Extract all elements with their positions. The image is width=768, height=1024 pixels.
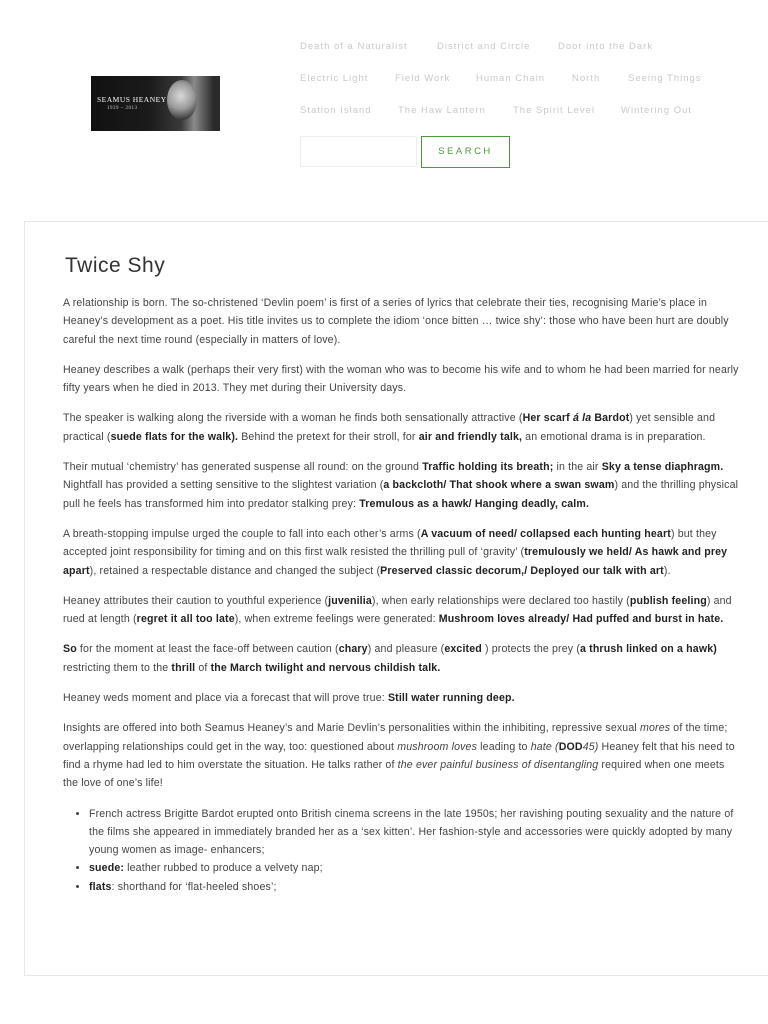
body-text: for the moment at least the face-off between caution ( xyxy=(76,643,339,656)
body-text: : shorthand for ‘flat-heeled shoes’; xyxy=(111,880,277,893)
quote-text: Still water running deep. xyxy=(387,692,515,705)
nav-human-chain[interactable]: Human Chain xyxy=(476,73,546,84)
quote-text xyxy=(573,412,591,424)
note-item xyxy=(89,805,739,860)
article-paragraph xyxy=(63,458,739,513)
nav-death-of-a-naturalist[interactable]: Death of a Naturalist xyxy=(300,41,408,52)
emphasis-text: mores xyxy=(640,722,671,735)
quote-text: regret it all too late xyxy=(136,613,235,626)
quote-text: Tremulous as a hawk/ Hanging deadly, calm. xyxy=(359,497,590,510)
body-text: ) and rued at length ( xyxy=(63,594,732,626)
body-text: an emotional drama is in preparation. xyxy=(522,430,706,443)
nav-seeing-things[interactable]: Seeing Things xyxy=(628,73,702,84)
nav-the-haw-lantern[interactable]: The Haw Lantern xyxy=(398,105,486,116)
quote-text: a backcloth/ That shook where a swan swam xyxy=(383,479,615,492)
quote-text: juvenilia xyxy=(328,594,372,607)
emphasis-text: á la xyxy=(572,412,592,425)
quote-text: Traffic holding its breath; xyxy=(422,461,554,474)
nav-the-spirit-level[interactable]: The Spirit Level xyxy=(513,105,596,116)
article-body xyxy=(63,294,739,896)
emphasis-text: mushroom loves xyxy=(397,740,478,753)
body-text: of xyxy=(195,661,211,674)
body-text: of the time; overlapping relationships could get in the way, too: questioned about xyxy=(63,722,728,753)
nav-district-and-circle[interactable]: District and Circle xyxy=(437,41,531,52)
logo-name: SEAMUS HEANEY xyxy=(97,95,167,104)
quote-text: publish feeling xyxy=(629,594,707,607)
emphasis-text: 45) xyxy=(582,740,599,753)
article-card xyxy=(24,221,768,976)
quote-text: chary xyxy=(338,643,368,656)
article-paragraph xyxy=(63,409,739,446)
quote-text: tremulously we held/ As hawk and prey apart xyxy=(63,546,728,577)
body-text: ) and pleasure ( xyxy=(367,643,445,656)
quote-text: air and friendly talk, xyxy=(418,430,523,443)
quote-text: suede: xyxy=(89,862,125,875)
quote-text: Bardot xyxy=(591,412,630,425)
nav-electric-light[interactable]: Electric Light xyxy=(300,73,369,84)
site-logo[interactable] xyxy=(91,76,220,131)
body-text: leading to xyxy=(477,740,531,753)
quote-text: thrill xyxy=(171,661,196,674)
quote-text: excited xyxy=(444,643,482,656)
nav-station-island[interactable]: Station Island xyxy=(300,105,372,116)
body-text: restricting them to the xyxy=(63,661,172,674)
quote-text: Preserved classic decorum,/ Deployed our talk with art xyxy=(380,564,664,577)
body-text: Heaney describes a walk (perhaps their very first) with the woman who was to become his wife and to whom he had been married for nearly fifty years when he died in 2013. They met during their University days. xyxy=(63,363,739,395)
body-text: A breath-stopping impulse urged the couple to fall into each other’s arms ( xyxy=(63,527,421,540)
body-text: ) yet sensible and practical ( xyxy=(63,412,716,443)
emphasis-text: the ever painful business of disentangling xyxy=(397,758,599,771)
nav-north[interactable]: North xyxy=(572,73,601,84)
body-text: Heaney weds moment and place via a forecast that will prove true: xyxy=(63,692,388,705)
article-notes-list xyxy=(63,805,739,896)
nav-door-into-the-dark[interactable]: Door into the Dark xyxy=(558,41,654,52)
quote-text: A vacuum of need/ collapsed each hunting heart xyxy=(420,527,671,540)
article-paragraphs xyxy=(63,294,739,793)
note-item xyxy=(89,878,739,896)
body-text: ) and the thrilling physical pull he feels has transformed him into predator stalking prey: xyxy=(63,479,739,510)
nav-field-work[interactable]: Field Work xyxy=(395,73,451,84)
quote-text: Sky a tense diaphragm. xyxy=(601,461,724,474)
body-text: Nightfall has provided a setting sensitive to the slightest variation ( xyxy=(63,479,384,492)
search-input[interactable] xyxy=(300,136,417,167)
article-paragraph xyxy=(63,640,739,677)
emphasis-text: hate ( xyxy=(530,740,559,753)
article-paragraph xyxy=(63,361,739,398)
quote-text: the March twilight and nervous childish talk. xyxy=(210,661,441,674)
body-text: A relationship is born. The so-christened ‘Devlin poem’ is first of a series of lyrics that celebrate their ties, recognising Marie’s place in Heaney’s development as a poet. His title invites us to complete the idiom ‘once bitten … twice shy’: those who have been hurt are doubly careful the next time round (especially in matters of love). xyxy=(63,297,729,346)
quote-text: So xyxy=(63,643,77,656)
search-button[interactable]: SEARCH xyxy=(421,136,510,168)
logo-years: 1939 – 2013 xyxy=(107,106,138,111)
quote-text: DOD xyxy=(558,740,583,753)
body-text: ), when extreme feelings were generated: xyxy=(234,613,439,626)
body-text: leather rubbed to produce a velvety nap; xyxy=(124,862,323,875)
quote-text: flats xyxy=(89,880,112,893)
body-text: ), retained a respectable distance and changed the subject ( xyxy=(89,564,381,577)
portrait-image xyxy=(167,80,197,120)
body-text: required when one meets the love of one’s life! xyxy=(63,758,725,790)
body-text: Heaney attributes their caution to youthful experience ( xyxy=(63,594,329,607)
quote-text: Her scarf xyxy=(522,412,573,425)
body-text: ) but they accepted joint responsibility for timing and on this first walk resisted the thrilling pull of ‘gravity’ ( xyxy=(63,527,717,559)
body-text: Insights are offered into both Seamus Heaney’s and Marie Devlin’s personalities within the inhibiting, repressive sexual xyxy=(63,722,640,735)
body-text: French actress Brigitte Bardot erupted onto British cinema screens in the late 1950s; her ravishing pouting sexuality and the nature of the films she appeared in immediately branded her as a ‘sex kitten’. Her fashion-style and accessories were quickly adopted by many young women as image- enhancers; xyxy=(89,807,734,857)
quote-text: a thrush linked on a hawk) xyxy=(580,643,717,656)
body-text: ). xyxy=(663,564,671,577)
quote-text: Mushroom loves already/ Had puffed and burst in hate. xyxy=(438,613,724,626)
body-text: ) protects the prey ( xyxy=(481,643,580,656)
article-paragraph xyxy=(63,592,739,629)
article-paragraph xyxy=(63,525,739,580)
body-text: ), when early relationships were declared too hastily ( xyxy=(371,594,630,607)
article-title: Twice Shy xyxy=(65,254,166,277)
note-item xyxy=(89,859,739,877)
body-text: Heaney felt that his need to find a rhyme had led to him overstate the situation. He talks rather of xyxy=(63,740,735,771)
article-paragraph xyxy=(63,294,739,349)
nav-wintering-out[interactable]: Wintering Out xyxy=(621,105,693,116)
body-text: The speaker is walking along the riverside with a woman he finds both sensationally attractive ( xyxy=(63,412,523,425)
article-paragraph xyxy=(63,689,739,707)
article-paragraph xyxy=(63,719,739,792)
body-text: in the air xyxy=(553,461,602,474)
body-text: Their mutual ‘chemistry’ has generated suspense all round: on the ground xyxy=(63,461,423,474)
quote-text: suede flats for the walk). xyxy=(110,430,239,443)
body-text: Behind the pretext for their stroll, for xyxy=(238,430,419,443)
